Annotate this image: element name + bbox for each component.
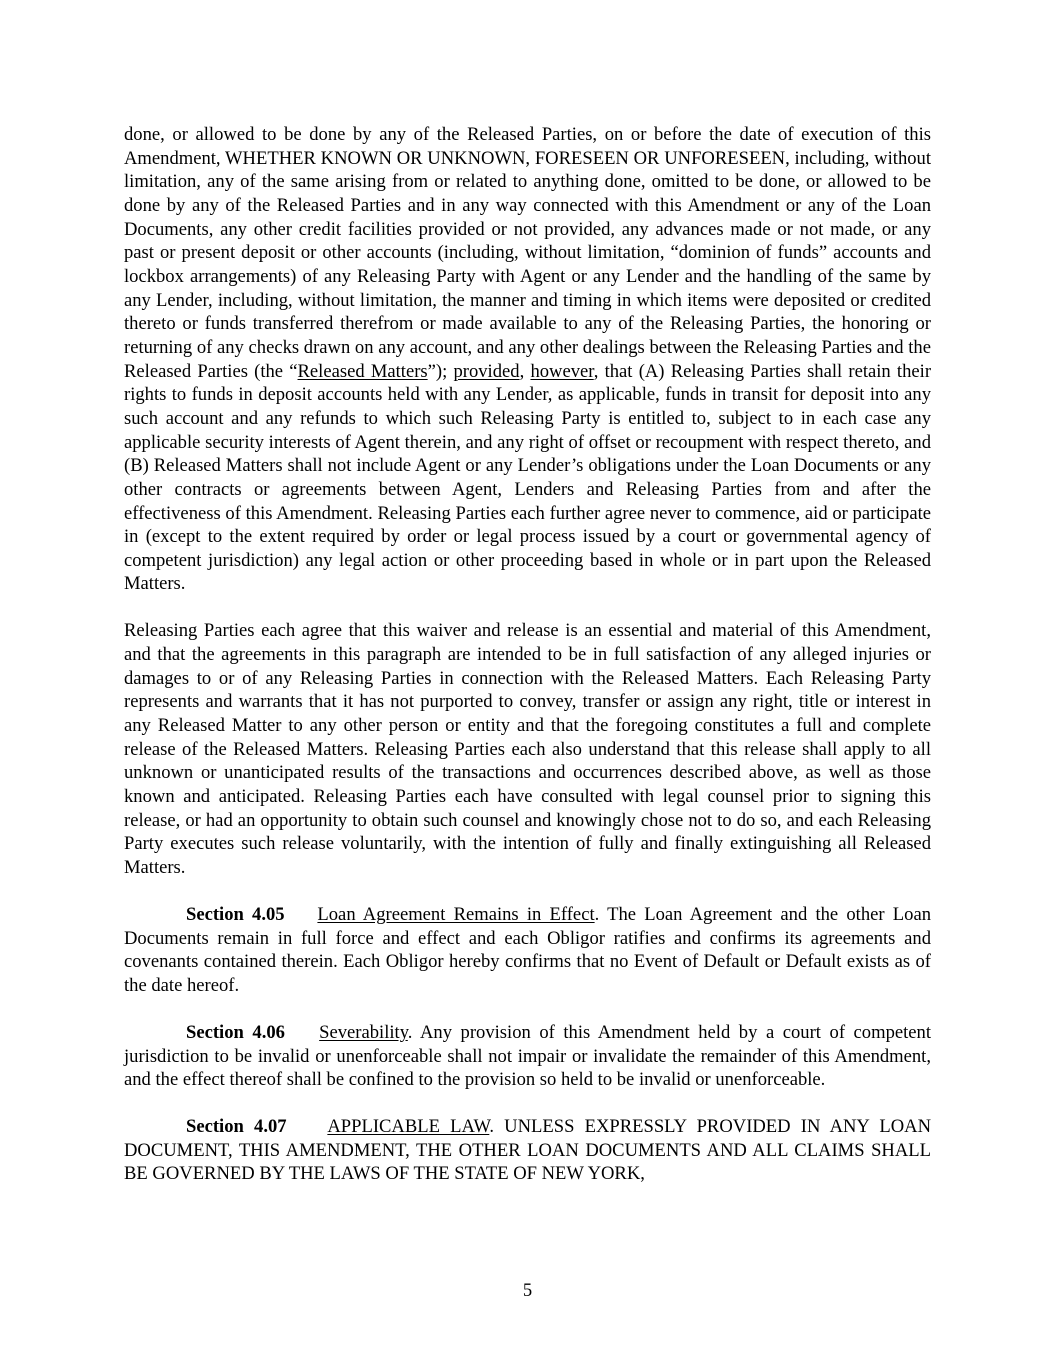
defined-term-released-matters: Released Matters bbox=[297, 360, 428, 382]
section-title: Severability bbox=[319, 1021, 408, 1043]
section-number: Section 4.05 bbox=[186, 903, 285, 925]
section-body: . The Loan Agreement and the other Loan Documents remain in full force and effect and each Obligor ratifies and confirms its agreements and covenants contained therein. Each Obligor hereby confirms that no Event of Default or Default exists as of the date hereof. bbox=[124, 903, 932, 996]
section-number: Section 4.06 bbox=[186, 1021, 285, 1043]
release-text-part-1: done, or allowed to be done by any of the Released Parties, on or before the date of execution of this Amendment, WHETHER KNOWN OR UNKNOWN, FORESEEN OR UNFORESEEN, including, without limitation, any of the same arising from or related to anything done, omitted to be done, or allowed to be done by any of the Released Parties and in any way connected with this Amendment or any of the Loan Documents, any other credit facilities provided or not provided, any advances made or not made, or any past or present deposit or other accounts (including, without limitation, “dominion of funds” accounts and lockbox arrangements) of any Releasing Party with Agent or any Lender and the handling of the same by any Lender, including, without limitation, the manner and timing in which items were deposited or credited thereto or funds transferred therefrom or made available to any of the Releasing Parties, the honoring or returning of any checks drawn on any account, and any other dealings between the Releasing Parties and the Released Parties (the “ bbox=[124, 124, 931, 382]
section-4-06 bbox=[124, 1021, 931, 1092]
page-number: 5 bbox=[522, 1280, 533, 1301]
section-title: Loan Agreement Remains in Effect bbox=[317, 903, 595, 925]
provided-comma: , bbox=[519, 360, 531, 382]
however-term: however bbox=[530, 360, 594, 382]
section-body: . Any provision of this Amendment held by a court of competent jurisdiction to be invalid or unenforceable shall not impair or invalidate the remainder of this Amendment, and the effect thereof shall be confined to the provision so held to be invalid or unenforceable. bbox=[124, 1021, 932, 1091]
section-body: . UNLESS EXPRESSLY PROVIDED IN ANY LOAN DOCUMENT, THIS AMENDMENT, THE OTHER LOAN DOCUMENTS AND ALL CLAIMS SHALL BE GOVERNED BY THE LAWS OF THE STATE OF NEW YORK, bbox=[124, 1116, 932, 1185]
release-text-part-2: ”); bbox=[427, 360, 454, 382]
section-4-07 bbox=[124, 1115, 931, 1186]
document-page bbox=[124, 123, 931, 1186]
section-title: APPLICABLE LAW bbox=[327, 1116, 490, 1138]
section-4-05 bbox=[124, 903, 931, 998]
release-paragraph bbox=[124, 123, 931, 596]
section-number: Section 4.07 bbox=[186, 1116, 287, 1138]
waiver-paragraph: Releasing Parties each agree that this waiver and release is an essential and material of this Amendment, and that the agreements in this paragraph are intended to be in full satisfaction of any alleged injuries or damages to or of any Releasing Parties in connection with the Released Matters. Each Releasing Party represents and warrants that it has not purported to convey, transfer or assign any right, title or interest in any Released Matter to any other person or entity and that the foregoing constitutes a full and complete release of the Released Matters. Releasing Parties each also understand that this release shall apply to all unknown or unanticipated results of the transactions and occurrences described above, as well as those known and anticipated. Releasing Parties each have consulted with legal counsel prior to signing this release, or had an opportunity to obtain such counsel and knowingly chose not to do so, and each Releasing Party executes such release voluntarily, with the intention of fully and finally extinguishing all Released Matters. bbox=[124, 620, 931, 878]
provided-term: provided bbox=[453, 360, 520, 382]
release-text-part-3: , that (A) Releasing Parties shall retain their rights to funds in deposit accounts held with any Lender, as applicable, funds in transit for deposit into any such account and any refunds to which such Releasing Party is entitled to, subject to in each case any applicable security interests of Agent therein, and any right of offset or recoupment with respect thereto, and (B) Released Matters shall not include Agent or any Lender’s obligations under the Loan Documents or any other contracts or agreements between Agent, Lenders and Releasing Parties from and after the effectiveness of this Amendment. Releasing Parties each further agree never to commence, aid or participate in (except to the extent required by order or legal process issued by a court or governmental agency of competent jurisdiction) any legal action or other proceeding based in whole or in part upon the Released Matters. bbox=[124, 360, 932, 595]
